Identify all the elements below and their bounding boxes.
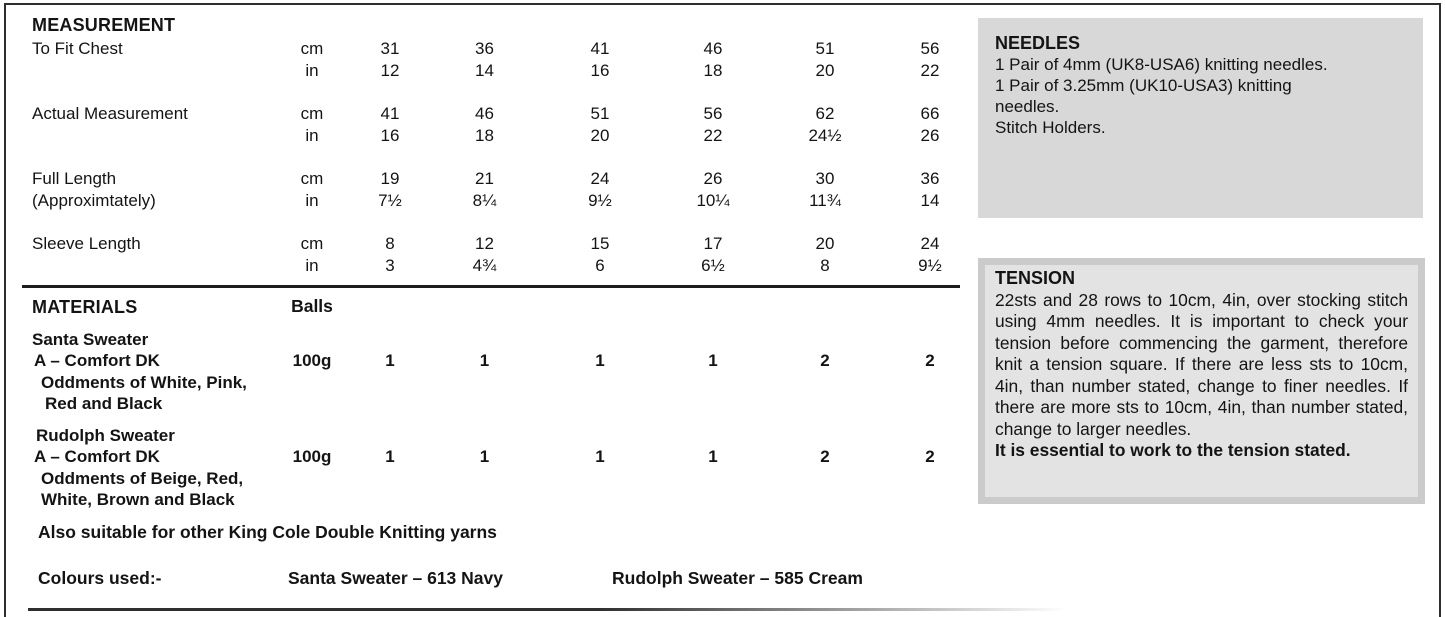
- row-label: Actual Measurement: [32, 104, 188, 123]
- size-value: 7½: [378, 191, 402, 210]
- unit-label: cm: [300, 39, 324, 58]
- needles-line: needles.: [995, 97, 1060, 116]
- needles-line: 1 Pair of 4mm (UK8-USA6) knitting needles.: [995, 55, 1328, 74]
- size-value: 15: [590, 234, 610, 253]
- materials-section: [32, 296, 982, 511]
- materials-title: MATERIALS: [32, 297, 138, 317]
- needles-line: Stitch Holders.: [995, 118, 1106, 137]
- bottom-rule: [28, 608, 1066, 611]
- size-value: 12: [380, 61, 400, 80]
- ball-count: 1: [708, 351, 718, 370]
- material-oddments-line1: Oddments of White, Pink,: [41, 372, 247, 392]
- unit-label: in: [305, 61, 319, 80]
- size-value: 16: [590, 61, 610, 80]
- measurement-row-sleeve-length: [32, 233, 982, 277]
- size-value: 11¾: [809, 191, 841, 210]
- material-oddments-line2: White, Brown and Black: [41, 490, 235, 509]
- size-value: 14: [475, 61, 494, 80]
- ball-count: 1: [708, 447, 718, 466]
- material-weight: 100g: [292, 447, 332, 466]
- size-value: 16: [380, 126, 400, 145]
- row-label-line2: (Approximtately): [32, 191, 156, 210]
- size-value: 9½: [918, 256, 942, 275]
- row-label-line2: [32, 60, 270, 82]
- measurement-row-actual-measurement: [32, 103, 982, 147]
- size-value: 26: [920, 126, 940, 145]
- size-value: 36: [920, 169, 940, 188]
- material-item-rudolph-sweater: [32, 425, 982, 511]
- material-name: Rudolph Sweater: [36, 425, 175, 445]
- tension-emphasis: It is essential to work to the tension stated.: [995, 440, 1351, 460]
- rudolph-sweater-colour: Rudolph Sweater – 585 Cream: [612, 568, 863, 588]
- materials-header-row: [32, 296, 982, 318]
- ball-count: 1: [385, 447, 395, 466]
- size-value: 8: [820, 256, 830, 275]
- size-value: 20: [590, 126, 610, 145]
- ball-count: 2: [925, 351, 935, 370]
- size-value: 24: [590, 169, 610, 188]
- ball-count: 1: [595, 447, 605, 466]
- size-value: 3: [385, 256, 395, 275]
- tension-box: [978, 258, 1425, 504]
- size-value: 41: [590, 39, 610, 58]
- size-value: 36: [475, 39, 494, 58]
- size-value: 24½: [808, 126, 842, 145]
- ball-count: 2: [820, 351, 830, 370]
- size-value: 12: [475, 234, 494, 253]
- material-oddments-line1: Oddments of Beige, Red,: [41, 468, 244, 488]
- material-weight: 100g: [292, 351, 332, 370]
- measurement-section: [32, 14, 982, 298]
- measurement-row-full-length: [32, 168, 982, 212]
- unit-label: in: [305, 126, 319, 145]
- unit-label: in: [305, 256, 319, 275]
- unit-label: cm: [300, 104, 324, 123]
- size-value: 30: [815, 169, 835, 188]
- needles-title: NEEDLES: [995, 33, 1081, 53]
- row-label: Full Length: [32, 169, 117, 188]
- size-value: 56: [703, 104, 723, 123]
- size-value: 8: [385, 234, 395, 253]
- material-yarn: A – Comfort DK: [34, 447, 160, 466]
- tension-title: TENSION: [995, 268, 1076, 288]
- row-label: To Fit Chest: [32, 39, 123, 58]
- size-value: 66: [920, 104, 940, 123]
- size-value: 56: [920, 39, 940, 58]
- ball-count: 1: [479, 447, 490, 466]
- needles-line: 1 Pair of 3.25mm (UK10-USA3) knitting: [995, 76, 1292, 95]
- size-value: 41: [380, 104, 400, 123]
- material-oddments-line2: Red and Black: [45, 394, 163, 413]
- size-value: 17: [703, 234, 723, 253]
- row-label-line2: [32, 255, 270, 277]
- row-label: Sleeve Length: [32, 234, 141, 253]
- size-value: 18: [703, 61, 723, 80]
- ball-count: 2: [820, 447, 830, 466]
- size-value: 9½: [588, 191, 612, 210]
- size-value: 19: [380, 169, 400, 188]
- ball-count: 1: [385, 351, 395, 370]
- size-value: 46: [703, 39, 723, 58]
- measurement-row-to-fit-chest: [32, 38, 982, 82]
- material-name: Santa Sweater: [32, 329, 149, 349]
- size-value: 24: [920, 234, 940, 253]
- size-value: 18: [475, 126, 494, 145]
- unit-label: cm: [300, 234, 324, 253]
- size-value: 10¼: [696, 191, 730, 210]
- size-value: 62: [815, 104, 835, 123]
- size-value: 8¼: [472, 191, 497, 210]
- size-value: 26: [703, 169, 723, 188]
- size-value: 14: [920, 191, 940, 210]
- balls-column-header: Balls: [291, 296, 333, 316]
- size-value: 21: [475, 169, 494, 188]
- row-label-line2: [32, 125, 270, 147]
- santa-sweater-colour: Santa Sweater – 613 Navy: [288, 568, 503, 588]
- colours-used-row: [0, 567, 1000, 591]
- colours-used-label: Colours used:-: [38, 568, 162, 588]
- size-value: 51: [590, 104, 610, 123]
- yarn-suitability-note: Also suitable for other King Cole Double Knitting yarns: [38, 522, 497, 542]
- unit-label: cm: [300, 169, 324, 188]
- material-yarn: A – Comfort DK: [34, 351, 160, 370]
- size-value: 22: [703, 126, 723, 145]
- size-value: 31: [380, 39, 400, 58]
- size-value: 22: [920, 61, 940, 80]
- size-value: 51: [815, 39, 835, 58]
- size-value: 4¾: [472, 256, 497, 275]
- size-value: 20: [815, 234, 835, 253]
- tension-body: 22sts and 28 rows to 10cm, 4in, over stocking stitch using 4mm needles. It is important to check your tension before commencing the garment, therefore knit a tension square. If there are less sts to 10cm, 4in, than number stated, change to finer needles. If there are more sts to 10cm, 4in, than number stated, change to larger needles.: [995, 289, 1408, 439]
- ball-count: 1: [595, 351, 605, 370]
- section-divider-rule: [22, 285, 960, 288]
- measurement-title: MEASUREMENT: [32, 15, 176, 35]
- material-item-santa-sweater: [32, 329, 982, 415]
- ball-count: 1: [479, 351, 490, 370]
- needles-box: [978, 18, 1423, 218]
- size-value: 6½: [701, 256, 725, 275]
- size-value: 6: [595, 256, 605, 275]
- ball-count: 2: [925, 447, 935, 466]
- size-value: 46: [475, 104, 494, 123]
- size-value: 20: [815, 61, 835, 80]
- unit-label: in: [305, 191, 319, 210]
